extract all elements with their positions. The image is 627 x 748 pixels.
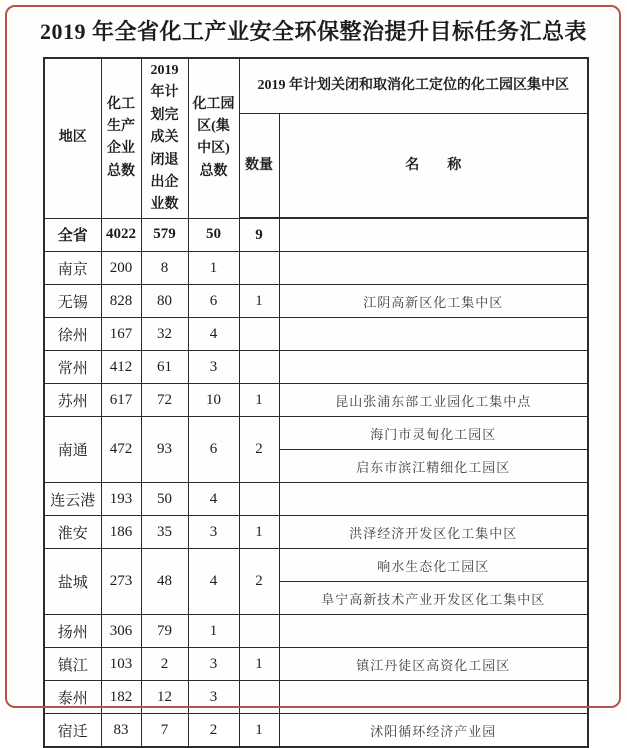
quantity-cell: 1: [239, 714, 279, 748]
table-row-wuxi: [44, 285, 588, 318]
table-row-suqian: [44, 714, 588, 748]
quantity-cell: [239, 252, 279, 285]
enterprises-cell: 182: [101, 681, 141, 714]
park-name-cell: [279, 351, 588, 384]
quantity-cell: [239, 351, 279, 384]
quantity-cell: 9: [239, 218, 279, 252]
parks-cell: 1: [188, 615, 239, 648]
quantity-cell: 1: [239, 516, 279, 549]
park-name-cell: 洪泽经济开发区化工集中区: [279, 516, 588, 549]
parks-cell: 6: [188, 417, 239, 483]
quantity-cell: 1: [239, 648, 279, 681]
closures-cell: 7: [141, 714, 188, 748]
region-cell: 苏州: [44, 384, 101, 417]
region-cell: 连云港: [44, 483, 101, 516]
quantity-cell: [239, 681, 279, 714]
quantity-cell: [239, 483, 279, 516]
park-name-cell: 沭阳循环经济产业园: [279, 714, 588, 748]
parks-cell: 1: [188, 252, 239, 285]
table-row-huaian: [44, 516, 588, 549]
park-name-cell: [279, 252, 588, 285]
closures-cell: 79: [141, 615, 188, 648]
table-body: [44, 218, 588, 747]
park-name-cell: 昆山张浦东部工业园化工集中点: [279, 384, 588, 417]
quantity-cell: [239, 615, 279, 648]
park-name-cell: [279, 218, 588, 252]
table-row-taizhou: [44, 681, 588, 714]
region-cell: 无锡: [44, 285, 101, 318]
region-cell: 南京: [44, 252, 101, 285]
closures-cell: 2: [141, 648, 188, 681]
parks-cell: 50: [188, 218, 239, 252]
table-row-changzhou: [44, 351, 588, 384]
parks-cell: 3: [188, 648, 239, 681]
closures-cell: 32: [141, 318, 188, 351]
enterprises-cell: 617: [101, 384, 141, 417]
closures-cell: 93: [141, 417, 188, 483]
closures-cell: 35: [141, 516, 188, 549]
region-cell: 泰州: [44, 681, 101, 714]
parks-cell: 4: [188, 549, 239, 615]
header-region: 地区: [44, 58, 101, 218]
header-park-name: 名 称: [279, 114, 588, 219]
region-cell: 常州: [44, 351, 101, 384]
enterprises-cell: 200: [101, 252, 141, 285]
region-cell: 淮安: [44, 516, 101, 549]
parks-cell: 4: [188, 318, 239, 351]
enterprises-cell: 306: [101, 615, 141, 648]
enterprises-cell: 412: [101, 351, 141, 384]
park-name-cell: 海门市灵甸化工园区: [279, 417, 588, 450]
header-total-parks: 化工园区(集中区)总数: [188, 58, 239, 218]
table-row-nanjing: [44, 252, 588, 285]
park-name-cell: 启东市滨江精细化工园区: [279, 450, 588, 483]
parks-cell: 10: [188, 384, 239, 417]
closures-cell: 579: [141, 218, 188, 252]
closures-cell: 8: [141, 252, 188, 285]
summary-table: [43, 57, 589, 748]
table-row-lianyungang: [44, 483, 588, 516]
region-cell: 宿迁: [44, 714, 101, 748]
closures-cell: 48: [141, 549, 188, 615]
table-header: [44, 58, 588, 218]
enterprises-cell: 103: [101, 648, 141, 681]
header-planned-closures: 2019年计划完成关闭退出企业数: [141, 58, 188, 218]
closures-cell: 72: [141, 384, 188, 417]
region-cell: 扬州: [44, 615, 101, 648]
quantity-cell: 2: [239, 417, 279, 483]
quantity-cell: 1: [239, 384, 279, 417]
enterprises-cell: 273: [101, 549, 141, 615]
table-row-yangzhou: [44, 615, 588, 648]
closures-cell: 50: [141, 483, 188, 516]
quantity-cell: 2: [239, 549, 279, 615]
enterprises-cell: 186: [101, 516, 141, 549]
page-title: 2019 年全省化工产业安全环保整治提升目标任务汇总表: [39, 19, 587, 44]
header-closed-parks-group: 2019 年计划关闭和取消化工定位的化工园区集中区: [239, 58, 588, 114]
header-quantity: 数量: [239, 114, 279, 219]
region-cell: 盐城: [44, 549, 101, 615]
quantity-cell: [239, 318, 279, 351]
enterprises-cell: 828: [101, 285, 141, 318]
parks-cell: 3: [188, 681, 239, 714]
park-name-cell: 响水生态化工园区: [279, 549, 588, 582]
table-row-yancheng: [44, 549, 588, 582]
park-name-cell: 阜宁高新技术产业开发区化工集中区: [279, 582, 588, 615]
region-cell: 徐州: [44, 318, 101, 351]
region-cell: 南通: [44, 417, 101, 483]
park-name-cell: [279, 483, 588, 516]
park-name-cell: [279, 318, 588, 351]
closures-cell: 61: [141, 351, 188, 384]
region-cell: 全省: [44, 218, 101, 252]
header-total-enterprises: 化工生产企业总数: [101, 58, 141, 218]
table-row-nantong: [44, 417, 588, 450]
enterprises-cell: 167: [101, 318, 141, 351]
enterprises-cell: 472: [101, 417, 141, 483]
parks-cell: 3: [188, 351, 239, 384]
quantity-cell: 1: [239, 285, 279, 318]
region-cell: 镇江: [44, 648, 101, 681]
closures-cell: 80: [141, 285, 188, 318]
closures-cell: 12: [141, 681, 188, 714]
table-row-suzhou: [44, 384, 588, 417]
park-name-cell: 江阴高新区化工集中区: [279, 285, 588, 318]
park-name-cell: 镇江丹徒区高资化工园区: [279, 648, 588, 681]
parks-cell: 3: [188, 516, 239, 549]
parks-cell: 4: [188, 483, 239, 516]
enterprises-cell: 193: [101, 483, 141, 516]
park-name-cell: [279, 615, 588, 648]
parks-cell: 2: [188, 714, 239, 748]
parks-cell: 6: [188, 285, 239, 318]
park-name-cell: [279, 681, 588, 714]
table-row-xuzhou: [44, 318, 588, 351]
enterprises-cell: 4022: [101, 218, 141, 252]
table-row-zhenjiang: [44, 648, 588, 681]
enterprises-cell: 83: [101, 714, 141, 748]
table-row-province-total: [44, 218, 588, 252]
